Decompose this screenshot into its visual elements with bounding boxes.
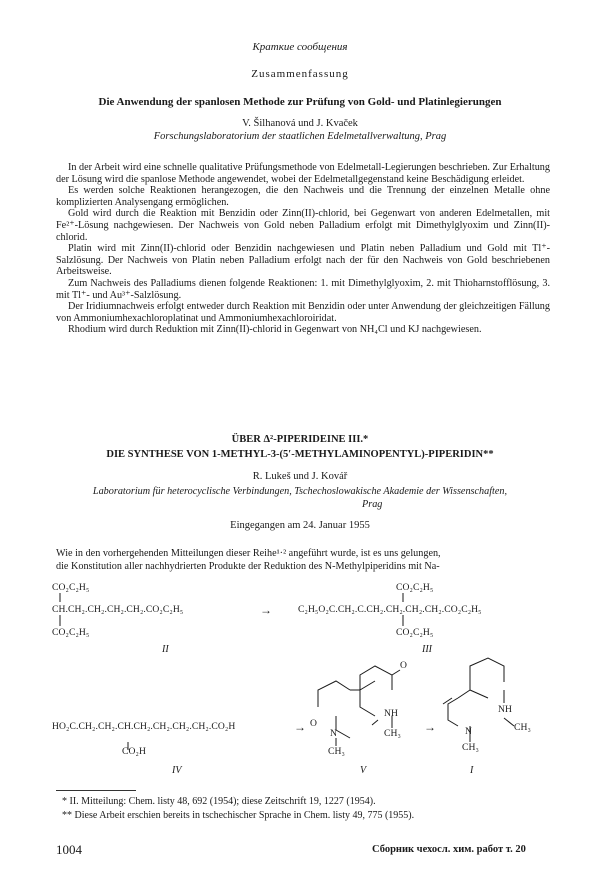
footnote-divider bbox=[56, 790, 136, 791]
chem-V-amine: NH bbox=[384, 708, 399, 719]
article-title-line2: DIE SYNTHESE VON 1-METHYL-3-(5′-METHYLAMINOPENTYL)-PIPERIDIN** bbox=[106, 449, 494, 460]
bond-line bbox=[372, 720, 378, 725]
summary-authors: V. Šilhanová und J. Kvaček bbox=[242, 118, 358, 129]
running-header: Краткие сообщения bbox=[252, 41, 348, 53]
compound-label-III: III bbox=[422, 644, 432, 655]
footnote: ** Diese Arbeit erschien bereits in tschechischer Sprache in Chem. listy 49, 775 (1955). bbox=[62, 810, 415, 821]
summary-affiliation: Forschungslaboratorium der staatlichen Edelmetallverwaltung, Prag bbox=[153, 131, 447, 142]
reaction-arrow: → bbox=[294, 720, 307, 734]
chem-I-methyl: CH₃ bbox=[514, 722, 531, 733]
ring-bond bbox=[318, 681, 350, 707]
summary-heading: Zusammenfassung bbox=[251, 68, 349, 80]
summary-paragraph: Es werden solche Reaktionen herangezogen, die den Nachweis und die Trennung der einzelnen Metalle ohne komplizierten Analysengang ermöglichen. bbox=[56, 185, 550, 208]
chem-V-nitrogen: N bbox=[330, 728, 338, 739]
ring-bond bbox=[470, 682, 488, 698]
summary-title: Die Anwendung der spanlosen Methode zur Prüfung von Gold- und Platinlegierungen bbox=[98, 96, 502, 108]
journal-name: Сборник чехосл. хим. работ т. 20 bbox=[372, 844, 526, 855]
compound-label-IV: IV bbox=[172, 765, 182, 776]
chem-IV-sub: CO₂H bbox=[122, 746, 147, 757]
reaction-arrow: → bbox=[424, 720, 437, 734]
article-affiliation-line2: Prag bbox=[362, 499, 383, 510]
chem-V-methyl: CH₃ bbox=[384, 728, 401, 739]
chem-V-oxygen: O bbox=[400, 660, 408, 671]
article-title-line1: ÜBER Δ²-PIPERIDEINE III.* bbox=[231, 434, 369, 445]
chem-III-main: C₂H₅O₂C.CH₂.C.CH₂.CH₂.CH₂.CH₂.CO₂C₂H₅ bbox=[298, 604, 482, 615]
article-intro-line1: Wie in den vorhergehenden Mitteilungen dieser Reihe¹·² angeführt wurde, ist es uns gelungen, bbox=[56, 548, 441, 559]
chem-I-amine: NH bbox=[498, 704, 513, 715]
chem-II-top: CO₂C₂H₅ bbox=[52, 582, 90, 593]
compound-label-II: II bbox=[162, 644, 169, 655]
bond-line bbox=[392, 670, 400, 675]
article-intro-line2: die Konstitution aller nachhydrierten Produkte der Reduktion des N-Methylpiperidins mit Na- bbox=[56, 561, 440, 572]
ring-bond bbox=[458, 690, 470, 698]
compound-label-I: I bbox=[470, 765, 474, 776]
compound-label-V: V bbox=[360, 765, 367, 776]
chem-II-main: CH.CH₂.CH₂.CH₂.CH₂.CO₂C₂H₅ bbox=[52, 604, 184, 615]
summary-paragraph: Der Iridiumnachweis erfolgt entweder durch Reaktion mit Benzidin oder unter Anwendung der gleichzeitigen Fällung von Ammoniumhexachloroplatinat und Ammoniumhexachloroiridat. bbox=[56, 301, 550, 324]
summary-paragraph: Platin wird mit Zinn(II)-chlorid oder Benzidin nachgewiesen und Platin neben Palladium und Gold mit Tl⁺-Salzlösung. Der Nachweis von Platin neben Palladium erfolgt nach der für den Nachweis von Gold beschriebenen Arbeitsweise. bbox=[56, 243, 550, 278]
summary-paragraph: In der Arbeit wird eine schnelle qualitative Prüfungsmethode von Edelmetall-Legierungen beschrieben. Zur Erhaltung der Lösung wird die spanlose Methode angewendet, wobei der Edelmetallgegenstand keine Beschädigung erleidet. bbox=[56, 162, 550, 185]
article-authors: R. Lukeš und J. Kovář bbox=[252, 471, 348, 482]
article-received: Eingegangen am 24. Januar 1955 bbox=[230, 520, 370, 531]
ring-bond bbox=[336, 716, 350, 738]
chem-I-methyl: CH₃ bbox=[462, 742, 479, 753]
ring-bond bbox=[470, 658, 504, 682]
article-affiliation-line1: Laboratorium für heterocyclische Verbindungen, Tschechoslowakische Akademie der Wissenschaften, bbox=[92, 486, 508, 497]
ring-bond bbox=[360, 666, 392, 690]
page-number: 1004 bbox=[56, 842, 82, 857]
ring-bond bbox=[448, 698, 458, 726]
chem-I-nitrogen: N bbox=[465, 726, 473, 737]
ring-bond bbox=[443, 698, 452, 704]
footnote: * II. Mitteilung: Chem. listy 48, 692 (1954); diese Zeitschrift 19, 1227 (1954). bbox=[62, 796, 376, 807]
chem-V-oxygen: O bbox=[310, 718, 318, 729]
summary-paragraph: Zum Nachweis des Palladiums dienen folgende Reaktionen: 1. mit Dimethylglyoxim, 2. mit Thioharnstofflösung, 3. mit Tl⁺- und Au³⁺-Salzlösung. bbox=[56, 277, 550, 301]
reaction-arrow: → bbox=[260, 603, 273, 617]
chem-V-methyl: CH₃ bbox=[328, 746, 345, 757]
chem-IV-main: HO₂C.CH₂.CH₂.CH.CH₂.CH₂.CH₂.CH₂.CO₂H bbox=[52, 721, 236, 732]
chem-III-bottom: CO₂C₂H₅ bbox=[396, 627, 434, 638]
summary-paragraph: Rhodium wird durch Reduktion mit Zinn(II)-chlorid in Gegenwart von NH₄Cl und KJ nachgewiesen. bbox=[68, 324, 482, 336]
bond-line bbox=[504, 718, 514, 726]
chem-II-bottom: CO₂C₂H₅ bbox=[52, 627, 90, 638]
chem-III-top: CO₂C₂H₅ bbox=[396, 582, 434, 593]
ring-bond bbox=[360, 681, 375, 716]
summary-paragraph: Gold wird durch die Reaktion mit Benzidin oder Zinn(II)-chlorid, bei Gegenwart von anderen Edelmetallen, mit Fe²⁺-Lösung nachgewiesen. Der Nachweis von Gold neben Palladium erfolgt mit Dimethylglyoxim und Zinn(II)-chlorid. bbox=[56, 208, 550, 243]
